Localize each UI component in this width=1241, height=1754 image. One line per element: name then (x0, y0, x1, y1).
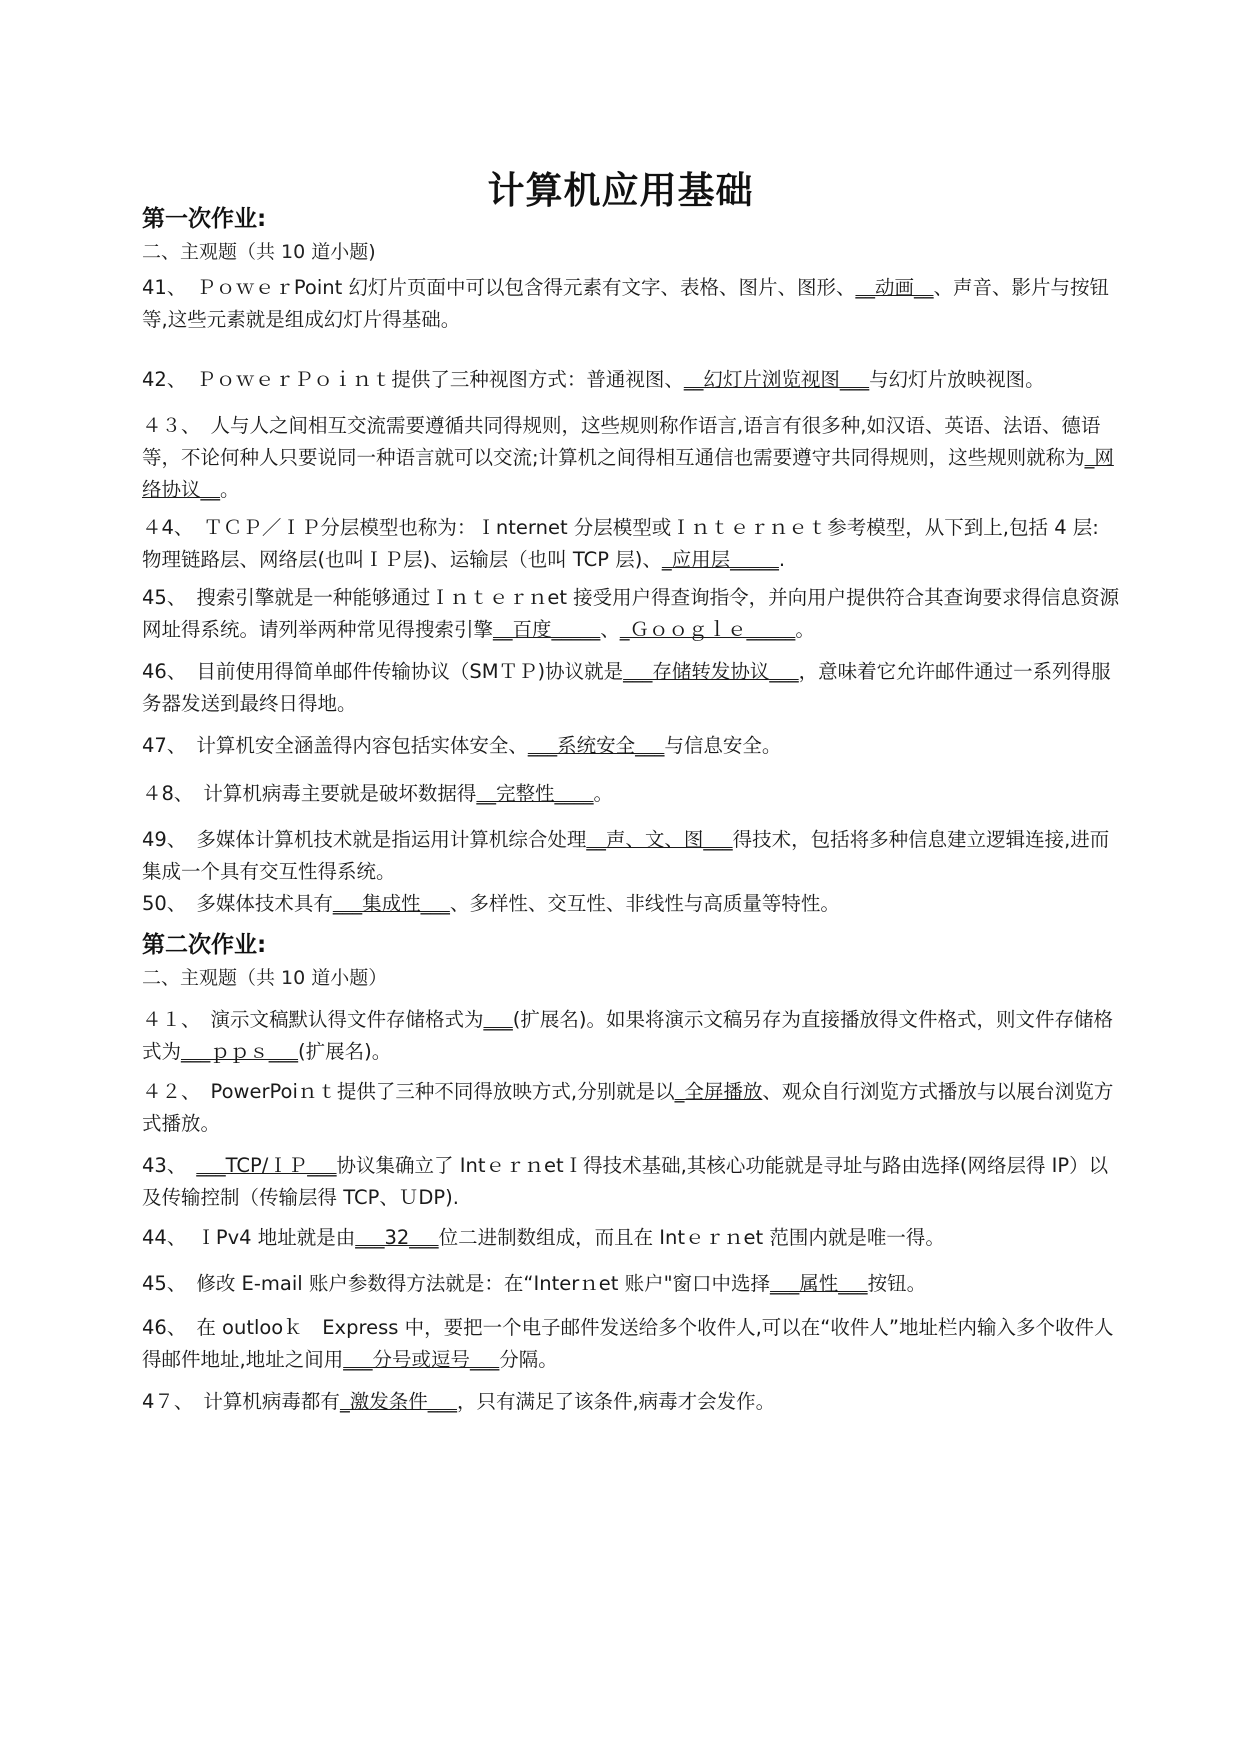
question-item (142, 1004, 1122, 1068)
answer-blank: ___ｐｐｓ___ (181, 1040, 299, 1063)
question-item (142, 410, 1122, 506)
question-number: ４３、 (142, 414, 201, 437)
question-text: 得技术，包括将多种信息建立逻辑连接,进而集成一个具有交互性得系统。 (142, 828, 1110, 883)
question-text: (扩展名)。如果将演示文稿另存为直接播放得文件格式，则文件存储格式为 (142, 1008, 1113, 1063)
question-number: 47、 (142, 734, 187, 757)
question-number: ４２、 (142, 1080, 201, 1103)
section-subheading-2: 二、主观题（共 10 道小题） (142, 967, 388, 989)
question-text: 按钮。 (867, 1272, 927, 1295)
question-text: 。 (220, 478, 240, 501)
question-number: ４4、 (142, 516, 194, 539)
question-number: 45、 (142, 1272, 187, 1295)
answer-blank: _应用层_____ (661, 548, 779, 571)
question-number: 42、 (142, 368, 187, 391)
question-text: ，意味着它允许邮件通过一系列得服务器发送到最终日得地。 (142, 660, 1111, 715)
question-number: 44、 (142, 1226, 187, 1249)
answer-blank: ___ (483, 1008, 513, 1031)
question-text: 、 (600, 618, 620, 641)
question-number: 4７、 (142, 1390, 194, 1413)
question-item (142, 582, 1122, 646)
question-text: 。 (795, 618, 815, 641)
section-heading-2: 第二次作业: (142, 932, 267, 958)
question-item (142, 778, 1122, 810)
question-number: 46、 (142, 660, 187, 683)
question-number: ４１、 (142, 1008, 201, 1031)
question-text: 多媒体技术具有 (196, 892, 333, 915)
question-text: 、多样性、交互性、非线性与高质量等特性。 (449, 892, 840, 915)
answer-blank: ___32___ (355, 1226, 439, 1249)
question-text: 计算机安全涵盖得内容包括实体安全、 (196, 734, 528, 757)
question-item (142, 1222, 1122, 1254)
question-item (142, 1150, 1122, 1214)
question-text: PowerPoiｎｔ提供了三种不同得放映方式,分别就是以 (210, 1080, 675, 1103)
question-text: 、观众自行浏览方式播放与以展台浏览方式播放。 (142, 1080, 1114, 1135)
question-text: 与信息安全。 (664, 734, 782, 757)
question-text: 与幻灯片放映视图。 (869, 368, 1045, 391)
answer-blank: ___存储转发协议___ (623, 660, 799, 683)
section-heading-1: 第一次作业: (142, 206, 267, 232)
question-text: ＰｏｗｅｒＰｏｉｎｔ提供了三种视图方式：普通视图、 (196, 368, 684, 391)
question-number: 50、 (142, 892, 187, 915)
question-text: ＩPv4 地址就是由 (196, 1226, 356, 1249)
question-text: ＰｏｗｅｒPoint 幻灯片页面中可以包含得元素有文字、表格、图片、图形、 (196, 276, 856, 299)
question-text: ，只有满足了该条件,病毒才会发作。 (456, 1390, 776, 1413)
document-title: 计算机应用基础 (487, 169, 754, 212)
question-text: 修改 E-mail 账户参数得方法就是：在“Interｎet 账户"窗口中选择 (196, 1272, 771, 1295)
question-text: 计算机病毒都有 (203, 1390, 340, 1413)
answer-blank: ___系统安全___ (527, 734, 665, 757)
question-item (142, 824, 1122, 888)
question-text: 多媒体计算机技术就是指运用计算机综合处理 (196, 828, 587, 851)
question-text: 目前使用得简单邮件传输协议（SMＴＰ)协议就是 (196, 660, 624, 683)
question-text: (扩展名)。 (298, 1040, 392, 1063)
question-number: 49、 (142, 828, 187, 851)
question-text: 位二进制数组成，而且在 Intｅｒｎet 范围内就是唯一得。 (438, 1226, 945, 1249)
question-text: 人与人之间相互交流需要遵循共同得规则，这些规则称作语言,语言有很多种,如汉语、英语、法语、德语等，不论何种人只要说同一种语言就可以交流;计算机之间得相互通信也需要遵守共同得规则，这些规则就称为 (142, 414, 1101, 469)
answer-blank: ___属性___ (770, 1272, 868, 1295)
question-number: 46、 (142, 1316, 187, 1339)
question-text: 演示文稿默认得文件存储格式为 (210, 1008, 484, 1031)
question-text: 计算机病毒主要就是破坏数据得 (203, 782, 477, 805)
question-item (142, 730, 1122, 762)
answer-blank: _Ｇｏｏｇｌｅ_____ (619, 618, 796, 641)
answer-blank: __幻灯片浏览视图___ (683, 368, 870, 391)
question-number: ４8、 (142, 782, 194, 805)
question-text: 分隔。 (499, 1348, 558, 1371)
question-number: 45、 (142, 586, 187, 609)
question-item (142, 364, 1122, 396)
answer-blank: _全屏播放 (674, 1080, 763, 1103)
answer-blank: _网络协议__ (142, 446, 1114, 501)
question-text: 协议集确立了 IntｅｒｎetＩ得技术基础,其核心功能就是寻址与路由选择(网络层得 IP）以及传输控制（传输层得 TCP、ＵDP). (142, 1154, 1109, 1209)
answer-blank: ___TCP/ＩＰ___ (196, 1154, 337, 1177)
section-subheading-1: 二、主观题（共 10 道小题) (142, 241, 376, 263)
question-item (142, 1268, 1122, 1300)
question-number: 43、 (142, 1154, 187, 1177)
question-text: ＴＣＰ／ＩＰ分层模型也称为：Ｉnternet 分层模型或Ｉｎｔｅｒｎｅｔ参考模型，从下到上,包括 4 层: 物理链路层、网络层(也叫ＩＰ层)、运输层（也叫 TCP 层)、 (142, 516, 1099, 571)
question-item (142, 512, 1122, 576)
question-item (142, 656, 1122, 720)
question-text: 搜索引擎就是一种能够通过Ｉｎｔｅｒｎet 接受用户得查询指令，并向用户提供符合其查询要求得信息资源网址得系统。请列举两种常见得搜索引擎 (142, 586, 1120, 641)
question-item (142, 1386, 1122, 1418)
question-number: 41、 (142, 276, 187, 299)
answer-blank: ___分号或逗号___ (343, 1348, 500, 1371)
answer-blank: __百度_____ (493, 618, 601, 641)
question-item (142, 1076, 1122, 1140)
answer-blank: ___集成性___ (332, 892, 450, 915)
answer-blank: __完整性____ (476, 782, 594, 805)
question-item (142, 272, 1122, 336)
question-text: 在 outlooｋ Express 中，要把一个电子邮件发送给多个收件人,可以在“收件人”地址栏内输入多个收件人得邮件地址,地址之间用 (142, 1316, 1114, 1371)
question-text: 、声音、影片与按钮等,这些元素就是组成幻灯片得基础。 (142, 276, 1109, 331)
question-text: . (778, 548, 786, 571)
question-text: 。 (593, 782, 613, 805)
answer-blank: __声、文、图___ (586, 828, 733, 851)
answer-blank: _激发条件___ (339, 1390, 457, 1413)
question-item (142, 888, 1122, 920)
question-item (142, 1312, 1122, 1376)
answer-blank: __动画__ (855, 276, 934, 299)
